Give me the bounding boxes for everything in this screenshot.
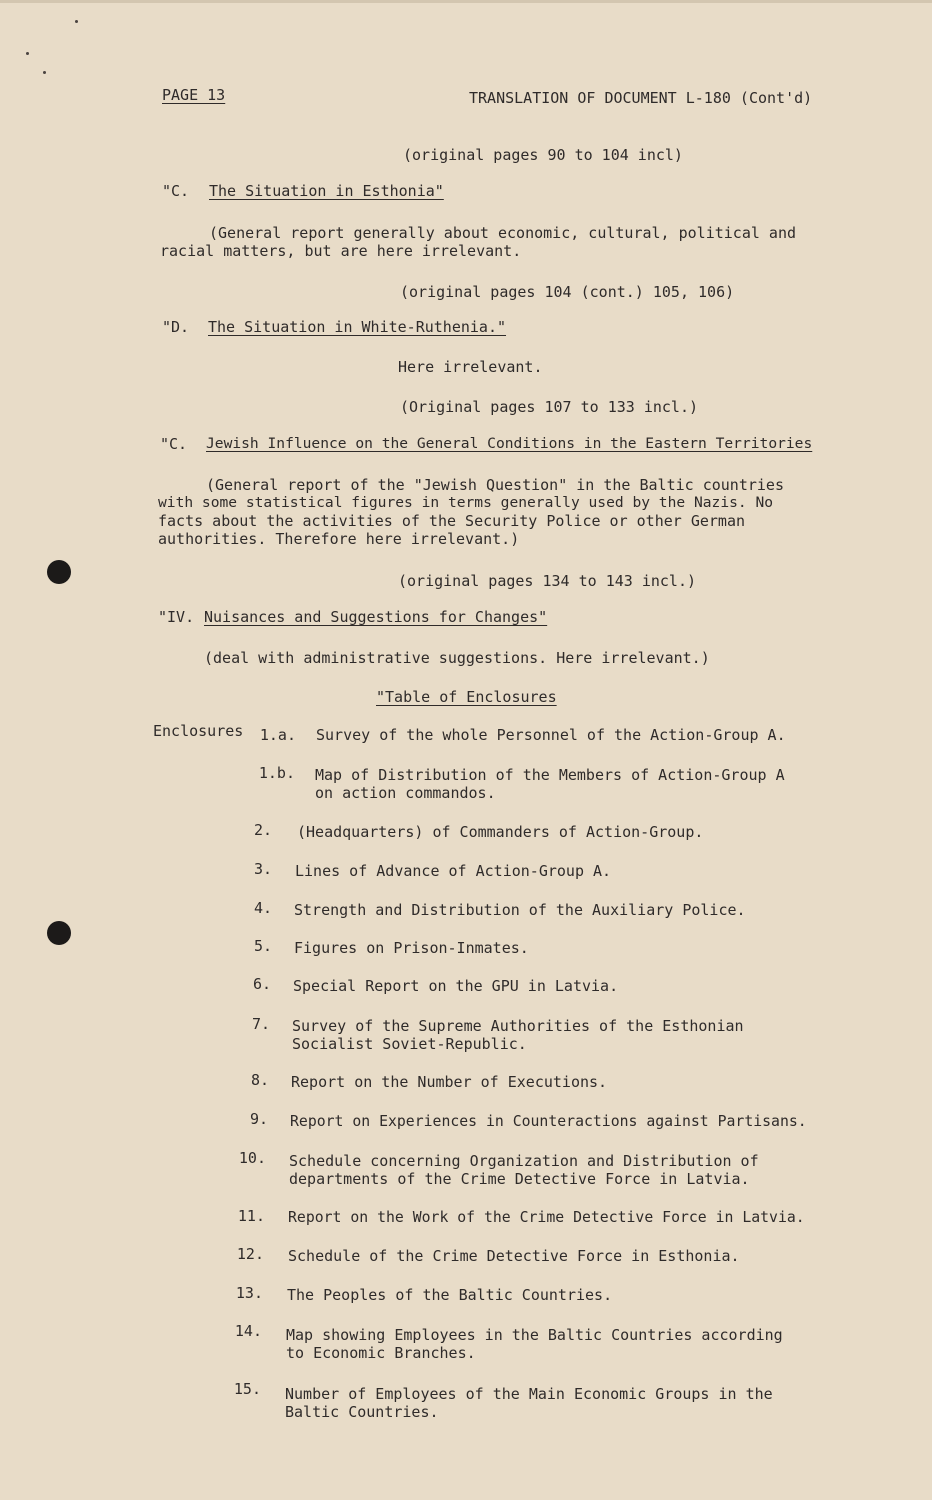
paragraph-line: Here irrelevant. — [398, 358, 543, 376]
enclosure-title-continued: on action commandos. — [315, 784, 496, 802]
section-heading: Jewish Influence on the General Conditions in the Eastern Territories — [206, 435, 813, 452]
enclosure-title: Report on the Number of Executions. — [291, 1073, 608, 1091]
enclosures-table-title: "Table of Enclosures — [376, 688, 557, 706]
section-heading: Nuisances and Suggestions for Changes" — [204, 608, 548, 626]
original-pages-note: (original pages 134 to 143 incl.) — [398, 572, 697, 590]
paragraph-line: (General report of the "Jewish Question" in the Baltic countries — [206, 476, 784, 494]
document-title: TRANSLATION OF DOCUMENT L-180 (Cont'd) — [469, 89, 813, 107]
enclosure-title: Schedule of the Crime Detective Force in Esthonia. — [288, 1247, 740, 1265]
enclosure-title-continued: Socialist Soviet-Republic. — [292, 1035, 527, 1053]
page-number: PAGE 13 — [162, 86, 226, 104]
paragraph-line: (deal with administrative suggestions. Here irrelevant.) — [204, 649, 710, 667]
section-heading: The Situation in Esthonia" — [209, 182, 444, 200]
paper-speck — [26, 52, 29, 55]
enclosure-title: Figures on Prison-Inmates. — [294, 939, 529, 957]
enclosure-title: Strength and Distribution of the Auxiliary Police. — [294, 901, 746, 919]
enclosures-label: Enclosures — [153, 722, 244, 740]
enclosure-title-continued: Baltic Countries. — [285, 1403, 439, 1421]
enclosure-title: Lines of Advance of Action-Group A. — [295, 862, 612, 880]
punch-hole — [47, 560, 71, 584]
paragraph-line: authorities. Therefore here irrelevant.) — [158, 530, 520, 548]
enclosure-number: 1.b. — [258, 764, 295, 782]
enclosure-title: The Peoples of the Baltic Countries. — [287, 1286, 613, 1304]
enclosure-title-continued: to Economic Branches. — [286, 1344, 476, 1362]
enclosure-title: Survey of the Supreme Authorities of the Esthonian — [292, 1017, 744, 1035]
page-top-edge — [0, 0, 932, 3]
enclosure-number: 3. — [253, 860, 272, 878]
section-heading: The Situation in White-Ruthenia." — [208, 318, 507, 336]
paragraph-line: with some statistical figures in terms generally used by the Nazis. No — [158, 494, 774, 511]
original-pages-note: (original pages 104 (cont.) 105, 106) — [400, 283, 735, 301]
section-marker: "D. — [162, 318, 190, 336]
enclosure-title-continued: departments of the Crime Detective Force in Latvia. — [289, 1170, 750, 1188]
paper-speck — [43, 71, 46, 74]
enclosure-number: 2. — [253, 821, 272, 839]
section-marker: "C. — [160, 435, 188, 453]
paragraph-line: racial matters, but are here irrelevant. — [160, 242, 522, 260]
paragraph-line: (General report generally about economic, cultural, political and — [209, 224, 796, 242]
paper-speck — [75, 20, 78, 23]
enclosure-number: 10. — [238, 1149, 266, 1167]
enclosure-number: 14. — [234, 1322, 262, 1340]
enclosure-number: 6. — [252, 975, 271, 993]
enclosure-title: Number of Employees of the Main Economic Groups in the — [285, 1385, 773, 1403]
enclosure-number: 12. — [236, 1245, 264, 1263]
enclosure-title: Map of Distribution of the Members of Action-Group A — [315, 766, 785, 784]
enclosure-number: 1.a. — [259, 726, 296, 744]
enclosure-number: 4. — [253, 899, 272, 917]
original-pages-note: (original pages 90 to 104 incl) — [403, 146, 683, 164]
section-marker: "IV. — [158, 608, 195, 626]
original-pages-note: (Original pages 107 to 133 incl.) — [400, 398, 699, 416]
enclosure-number: 11. — [237, 1207, 265, 1225]
enclosure-number: 8. — [250, 1071, 269, 1089]
enclosure-number: 5. — [253, 937, 272, 955]
enclosure-title: Special Report on the GPU in Latvia. — [293, 977, 619, 995]
enclosure-number: 13. — [235, 1284, 263, 1302]
enclosure-title: Schedule concerning Organization and Distribution of — [289, 1152, 759, 1170]
enclosure-title: Report on the Work of the Crime Detective Force in Latvia. — [288, 1209, 805, 1226]
enclosure-title: Map showing Employees in the Baltic Countries according — [286, 1326, 783, 1344]
punch-hole — [47, 921, 71, 945]
enclosure-title: Report on Experiences in Counteractions against Partisans. — [290, 1113, 807, 1130]
enclosure-number: 9. — [249, 1110, 268, 1128]
paragraph-line: facts about the activities of the Security Police or other German — [158, 512, 745, 530]
enclosure-title: Survey of the whole Personnel of the Action-Group A. — [316, 726, 786, 744]
enclosure-title: (Headquarters) of Commanders of Action-Group. — [297, 823, 704, 841]
section-marker: "C. — [162, 182, 190, 200]
enclosure-number: 15. — [233, 1380, 261, 1398]
enclosure-number: 7. — [251, 1015, 270, 1033]
